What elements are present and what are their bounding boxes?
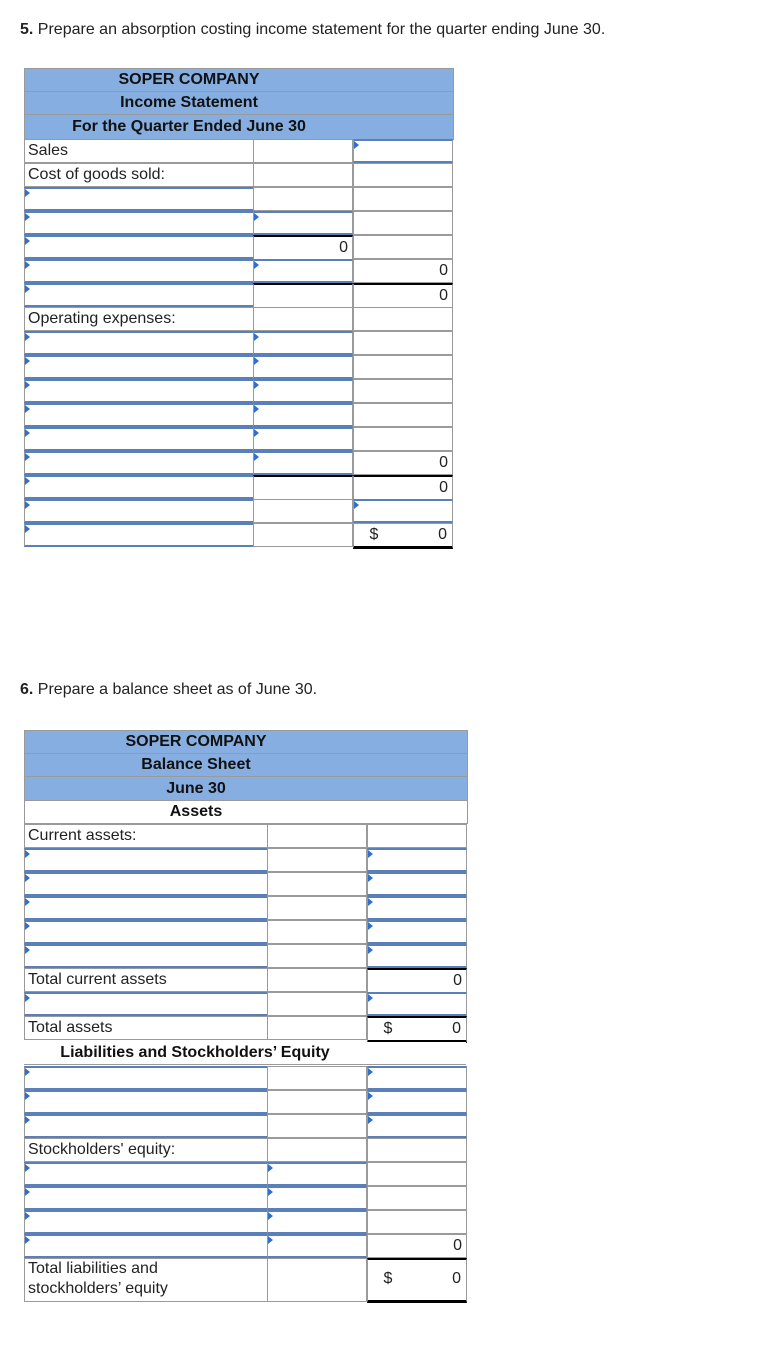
empty-cell [253,187,353,211]
current-asset-label-input[interactable] [24,944,268,968]
other-label-input[interactable] [24,499,254,523]
question-text: Prepare an absorption costing income statement for the quarter ending June 30. [37,21,606,38]
opex-subtotal: 0 [353,451,453,475]
equity-amount-input[interactable] [267,1186,367,1210]
empty-cell [253,523,353,547]
empty-cell [253,307,353,331]
empty-cell [267,848,367,872]
current-asset-label-input[interactable] [24,848,268,872]
liability-label-input[interactable] [24,1114,268,1138]
current-asset-amount-input[interactable] [367,944,467,968]
gross-margin: 0 [353,283,453,308]
question-number: 5. [20,21,34,38]
total-assets-label: Total assets [24,1016,268,1040]
opex-item-label-input[interactable] [24,379,254,403]
dollar-sign: $ [369,526,379,543]
dollar-sign: $ [383,1020,393,1037]
empty-cell [367,824,467,848]
sales-amount-blank [253,139,353,163]
asset-label-input[interactable] [24,992,268,1016]
cogs-subtotal: 0 [253,235,353,260]
empty-cell [353,355,453,379]
current-asset-label-input[interactable] [24,896,268,920]
total-le-label-line2: stockholders’ equity [28,1280,168,1297]
is-title: Income Statement [24,91,454,115]
stockholders-equity-label: Stockholders' equity: [24,1138,268,1162]
total-assets-value: 0 [452,1020,461,1037]
total-current-assets-label: Total current assets [24,968,268,992]
cogs-item-amount-input[interactable] [253,211,353,235]
empty-cell [253,163,353,187]
empty-cell [267,896,367,920]
opex-item-amount-input[interactable] [253,331,353,355]
equity-label-input[interactable] [24,1186,268,1210]
question-text: Prepare a balance sheet as of June 30. [37,681,318,698]
current-asset-amount-input[interactable] [367,896,467,920]
empty-cell [267,1114,367,1138]
opex-item-label-input[interactable] [24,331,254,355]
bs-company-name: SOPER COMPANY [24,730,468,754]
liability-label-input[interactable] [24,1066,268,1090]
empty-cell [253,283,353,308]
opex-label: Operating expenses: [24,307,254,331]
empty-cell [367,1186,467,1210]
opex-total: 0 [353,475,453,500]
empty-cell [267,872,367,896]
assets-heading: Assets [24,800,468,824]
empty-cell [367,1210,467,1234]
net-operating-income [353,523,453,549]
current-assets-label: Current assets: [24,824,268,848]
empty-cell [253,499,353,523]
is-company-name: SOPER COMPANY [24,68,454,92]
opex-total-label-input[interactable] [24,475,254,499]
empty-cell [267,824,367,848]
question-5 [20,21,605,39]
cogs-label: Cost of goods sold: [24,163,254,187]
empty-cell [267,1138,367,1162]
cogs-item-label-input[interactable] [24,187,254,211]
current-asset-amount-input[interactable] [367,872,467,896]
question-number: 6. [20,681,34,698]
opex-item-amount-input[interactable] [253,427,353,451]
equity-amount-input[interactable] [267,1162,367,1186]
opex-item-label-input[interactable] [24,403,254,427]
cogs-item-label-input[interactable] [24,211,254,235]
empty-cell [267,1258,367,1302]
opex-item-label-input[interactable] [24,451,254,475]
liability-label-input[interactable] [24,1090,268,1114]
empty-cell [367,1162,467,1186]
empty-cell [267,1066,367,1090]
empty-cell [367,1138,467,1162]
empty-cell [267,992,367,1016]
empty-cell [353,379,453,403]
total-assets [367,1016,467,1043]
empty-cell [353,163,453,187]
is-period: For the Quarter Ended June 30 [24,114,454,140]
empty-cell [267,920,367,944]
current-asset-label-input[interactable] [24,872,268,896]
equity-amount-input[interactable] [267,1210,367,1234]
empty-cell [353,403,453,427]
question-6 [20,681,317,699]
sales-label: Sales [24,139,254,163]
opex-item-label-input[interactable] [24,355,254,379]
opex-item-label-input[interactable] [24,427,254,451]
sales-input[interactable] [353,139,453,163]
empty-cell [353,187,453,211]
equity-label-input[interactable] [24,1210,268,1234]
total-liabilities-equity-value: 0 [452,1270,461,1287]
net-operating-income-value: 0 [438,526,447,543]
empty-cell [353,427,453,451]
equity-label-input[interactable] [24,1162,268,1186]
opex-item-amount-input[interactable] [253,379,353,403]
total-current-assets-value: 0 [367,968,467,993]
dollar-sign: $ [383,1270,393,1287]
empty-cell [353,235,453,259]
empty-cell [267,1016,367,1040]
opex-item-amount-input[interactable] [253,451,353,475]
liability-amount-input[interactable] [367,1066,467,1090]
equity-total: 0 [367,1234,467,1258]
cogs-item-amount-input[interactable] [253,259,353,283]
total-liabilities-equity-label [24,1258,268,1302]
liabilities-heading: Liabilities and Stockholders’ Equity [24,1042,466,1065]
net-operating-income-label-input[interactable] [24,523,254,547]
empty-cell [267,944,367,968]
empty-cell [353,211,453,235]
current-asset-amount-input[interactable] [367,920,467,944]
empty-cell [253,475,353,500]
liability-amount-input[interactable] [367,1114,467,1138]
cogs-total: 0 [353,259,453,283]
liability-amount-input[interactable] [367,1090,467,1114]
opex-item-amount-input[interactable] [253,355,353,379]
cogs-item-label-input[interactable] [24,259,254,283]
bs-title: Balance Sheet [24,753,468,777]
current-asset-label-input[interactable] [24,920,268,944]
empty-cell [353,331,453,355]
equity-total-label-input[interactable] [24,1234,268,1258]
total-liabilities-equity [367,1258,467,1303]
other-amount-input[interactable] [353,499,453,523]
empty-cell [353,307,453,331]
equity-amount-input[interactable] [267,1234,367,1258]
empty-cell [267,1090,367,1114]
bs-date: June 30 [24,776,468,801]
asset-amount-input[interactable] [367,992,467,1016]
total-le-label-line1: Total liabilities and [28,1260,158,1277]
gross-margin-label-input[interactable] [24,283,254,307]
cogs-item-label-input[interactable] [24,235,254,259]
current-asset-amount-input[interactable] [367,848,467,872]
empty-cell [267,968,367,992]
opex-item-amount-input[interactable] [253,403,353,427]
